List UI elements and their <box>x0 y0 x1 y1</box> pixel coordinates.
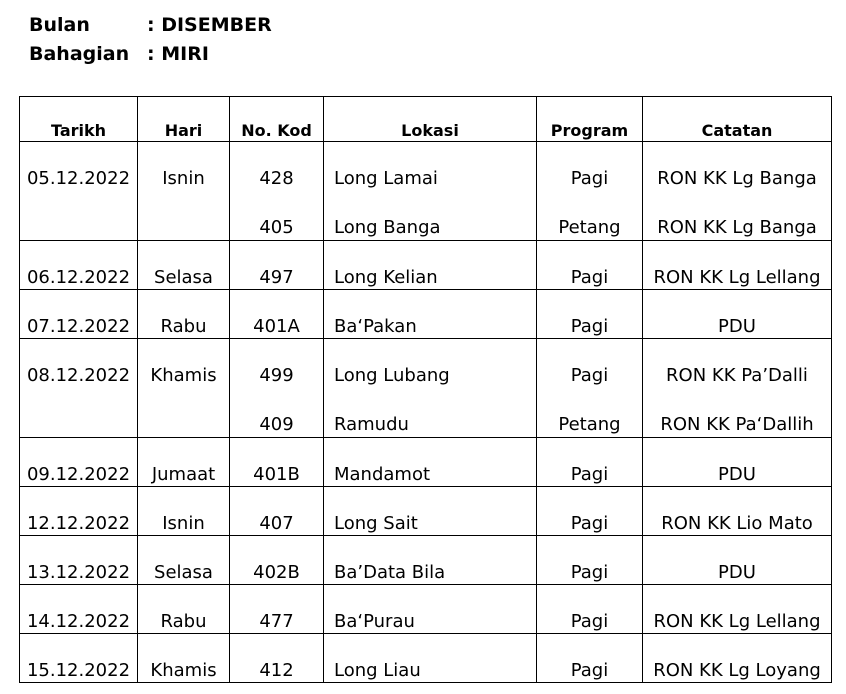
cell-hari-value: Selasa <box>154 267 213 288</box>
cell-hari-value: Isnin <box>162 513 205 534</box>
cell-kod-line: 405 <box>259 217 294 238</box>
cell-kod-line: 402B <box>253 562 300 583</box>
cell-lokasi <box>324 438 537 487</box>
cell-tarikh-value: 14.12.2022 <box>26 611 131 632</box>
cell-lokasi-line: Long Liau <box>334 660 421 681</box>
table-row <box>20 487 832 536</box>
cell-kod-line: 428 <box>259 168 294 189</box>
cell-tarikh <box>20 438 138 487</box>
cell-kod-line: 401B <box>253 464 300 485</box>
cell-program-line: Pagi <box>570 562 609 583</box>
cell-catatan-line: RON KK Lg Loyang <box>653 660 821 681</box>
column-header-lokasi: Lokasi <box>324 97 537 142</box>
cell-lokasi-line: Ba‘Pakan <box>334 316 417 337</box>
cell-program-line: Pagi <box>570 316 609 337</box>
cell-lokasi-line: Long Lubang <box>334 365 450 386</box>
cell-tarikh <box>20 585 138 634</box>
cell-kod-line: 412 <box>259 660 294 681</box>
bulan-row <box>29 11 272 40</box>
table-row <box>20 438 832 487</box>
cell-catatan-line: RON KK Lg Banga <box>657 168 817 189</box>
document-header <box>29 11 272 69</box>
cell-hari-value: Jumaat <box>151 464 216 485</box>
cell-program <box>537 142 643 241</box>
cell-program-line: Pagi <box>570 365 609 386</box>
cell-catatan <box>643 142 832 241</box>
cell-tarikh-value: 12.12.2022 <box>26 513 131 534</box>
cell-kod <box>230 536 324 585</box>
cell-program <box>537 339 643 438</box>
table-row <box>20 241 832 290</box>
bahagian-label: Bahagian <box>29 43 130 65</box>
cell-hari-value: Rabu <box>160 316 207 337</box>
cell-tarikh <box>20 142 138 241</box>
cell-catatan-line: PDU <box>718 562 756 583</box>
cell-catatan-line: RON KK Pa’Dalli <box>666 365 808 386</box>
cell-hari <box>138 241 230 290</box>
cell-catatan-line: RON KK Pa‘Dallih <box>660 414 814 435</box>
cell-catatan-line: PDU <box>718 464 756 485</box>
cell-program <box>537 241 643 290</box>
column-header-hari: Hari <box>138 97 230 142</box>
cell-program-line: Pagi <box>570 611 609 632</box>
table-row <box>20 290 832 339</box>
table-row <box>20 142 832 241</box>
cell-lokasi <box>324 241 537 290</box>
cell-catatan-line: RON KK Lg Lellang <box>653 267 821 288</box>
cell-hari <box>138 634 230 683</box>
cell-catatan <box>643 536 832 585</box>
cell-kod-line: 409 <box>259 414 294 435</box>
cell-kod-line: 499 <box>259 365 294 386</box>
cell-lokasi-line: Long Kelian <box>334 267 438 288</box>
cell-lokasi-line: Long Sait <box>334 513 418 534</box>
cell-tarikh-value: 15.12.2022 <box>26 660 131 681</box>
cell-kod <box>230 339 324 438</box>
cell-lokasi-line: Ba‘Purau <box>334 611 415 632</box>
cell-lokasi <box>324 290 537 339</box>
cell-kod <box>230 290 324 339</box>
cell-program-line: Pagi <box>570 464 609 485</box>
cell-program-line: Pagi <box>570 267 609 288</box>
cell-tarikh-value: 06.12.2022 <box>26 267 131 288</box>
cell-lokasi <box>324 585 537 634</box>
cell-hari <box>138 585 230 634</box>
cell-hari <box>138 290 230 339</box>
cell-hari <box>138 536 230 585</box>
cell-hari <box>138 142 230 241</box>
cell-tarikh <box>20 339 138 438</box>
cell-hari-value: Isnin <box>162 168 205 189</box>
cell-tarikh <box>20 241 138 290</box>
bulan-label: Bulan <box>29 14 90 36</box>
cell-hari <box>138 438 230 487</box>
cell-catatan <box>643 290 832 339</box>
cell-kod-line: 407 <box>259 513 294 534</box>
bahagian-row <box>29 40 272 69</box>
schedule-table <box>19 96 832 683</box>
cell-lokasi-line: Long Lamai <box>334 168 438 189</box>
cell-program <box>537 536 643 585</box>
cell-lokasi <box>324 339 537 438</box>
cell-tarikh <box>20 634 138 683</box>
bulan-value: : DISEMBER <box>147 14 272 36</box>
cell-hari-value: Khamis <box>150 660 217 681</box>
table-row <box>20 634 832 683</box>
cell-catatan-line: RON KK Lio Mato <box>661 513 813 534</box>
cell-program <box>537 438 643 487</box>
table-body <box>20 142 832 683</box>
cell-program <box>537 487 643 536</box>
column-header-catatan: Catatan <box>643 97 832 142</box>
cell-kod <box>230 634 324 683</box>
cell-tarikh <box>20 290 138 339</box>
cell-hari-value: Selasa <box>154 562 213 583</box>
cell-tarikh-value: 07.12.2022 <box>26 316 131 337</box>
cell-hari <box>138 487 230 536</box>
cell-hari <box>138 339 230 438</box>
column-header-no-kod: No. Kod <box>230 97 324 142</box>
cell-lokasi-line: Mandamot <box>334 464 431 485</box>
cell-kod-line: 401A <box>253 316 300 337</box>
cell-catatan <box>643 487 832 536</box>
cell-program-line: Petang <box>558 414 621 435</box>
cell-tarikh-value: 13.12.2022 <box>26 562 131 583</box>
table-row <box>20 585 832 634</box>
cell-lokasi-line: Ramudu <box>334 414 409 435</box>
table-row <box>20 536 832 585</box>
cell-kod <box>230 142 324 241</box>
table-row <box>20 339 832 438</box>
cell-tarikh <box>20 487 138 536</box>
cell-program-line: Petang <box>558 217 621 238</box>
cell-kod <box>230 438 324 487</box>
cell-catatan <box>643 634 832 683</box>
cell-lokasi <box>324 536 537 585</box>
cell-lokasi <box>324 634 537 683</box>
cell-program-line: Pagi <box>570 513 609 534</box>
cell-program-line: Pagi <box>570 168 609 189</box>
cell-lokasi <box>324 487 537 536</box>
cell-catatan <box>643 241 832 290</box>
cell-catatan-line: PDU <box>718 316 756 337</box>
cell-catatan-line: RON KK Lg Banga <box>657 217 817 238</box>
cell-lokasi-line: Ba’Data Bila <box>334 562 446 583</box>
cell-tarikh-value: 08.12.2022 <box>26 365 131 386</box>
cell-hari-value: Khamis <box>150 365 217 386</box>
cell-program <box>537 585 643 634</box>
cell-lokasi-line: Long Banga <box>334 217 441 238</box>
cell-lokasi <box>324 142 537 241</box>
cell-program-line: Pagi <box>570 660 609 681</box>
cell-hari-value: Rabu <box>160 611 207 632</box>
bahagian-value: : MIRI <box>147 43 209 65</box>
cell-tarikh-value: 09.12.2022 <box>26 464 131 485</box>
cell-program <box>537 290 643 339</box>
cell-tarikh <box>20 536 138 585</box>
column-header-program: Program <box>537 97 643 142</box>
table-header-row <box>20 97 832 142</box>
cell-kod <box>230 585 324 634</box>
cell-catatan <box>643 438 832 487</box>
cell-catatan <box>643 585 832 634</box>
cell-tarikh-value: 05.12.2022 <box>26 168 131 189</box>
cell-catatan <box>643 339 832 438</box>
cell-kod <box>230 241 324 290</box>
cell-kod <box>230 487 324 536</box>
column-header-tarikh: Tarikh <box>20 97 138 142</box>
cell-kod-line: 497 <box>259 267 294 288</box>
cell-catatan-line: RON KK Lg Lellang <box>653 611 821 632</box>
cell-kod-line: 477 <box>259 611 294 632</box>
cell-program <box>537 634 643 683</box>
